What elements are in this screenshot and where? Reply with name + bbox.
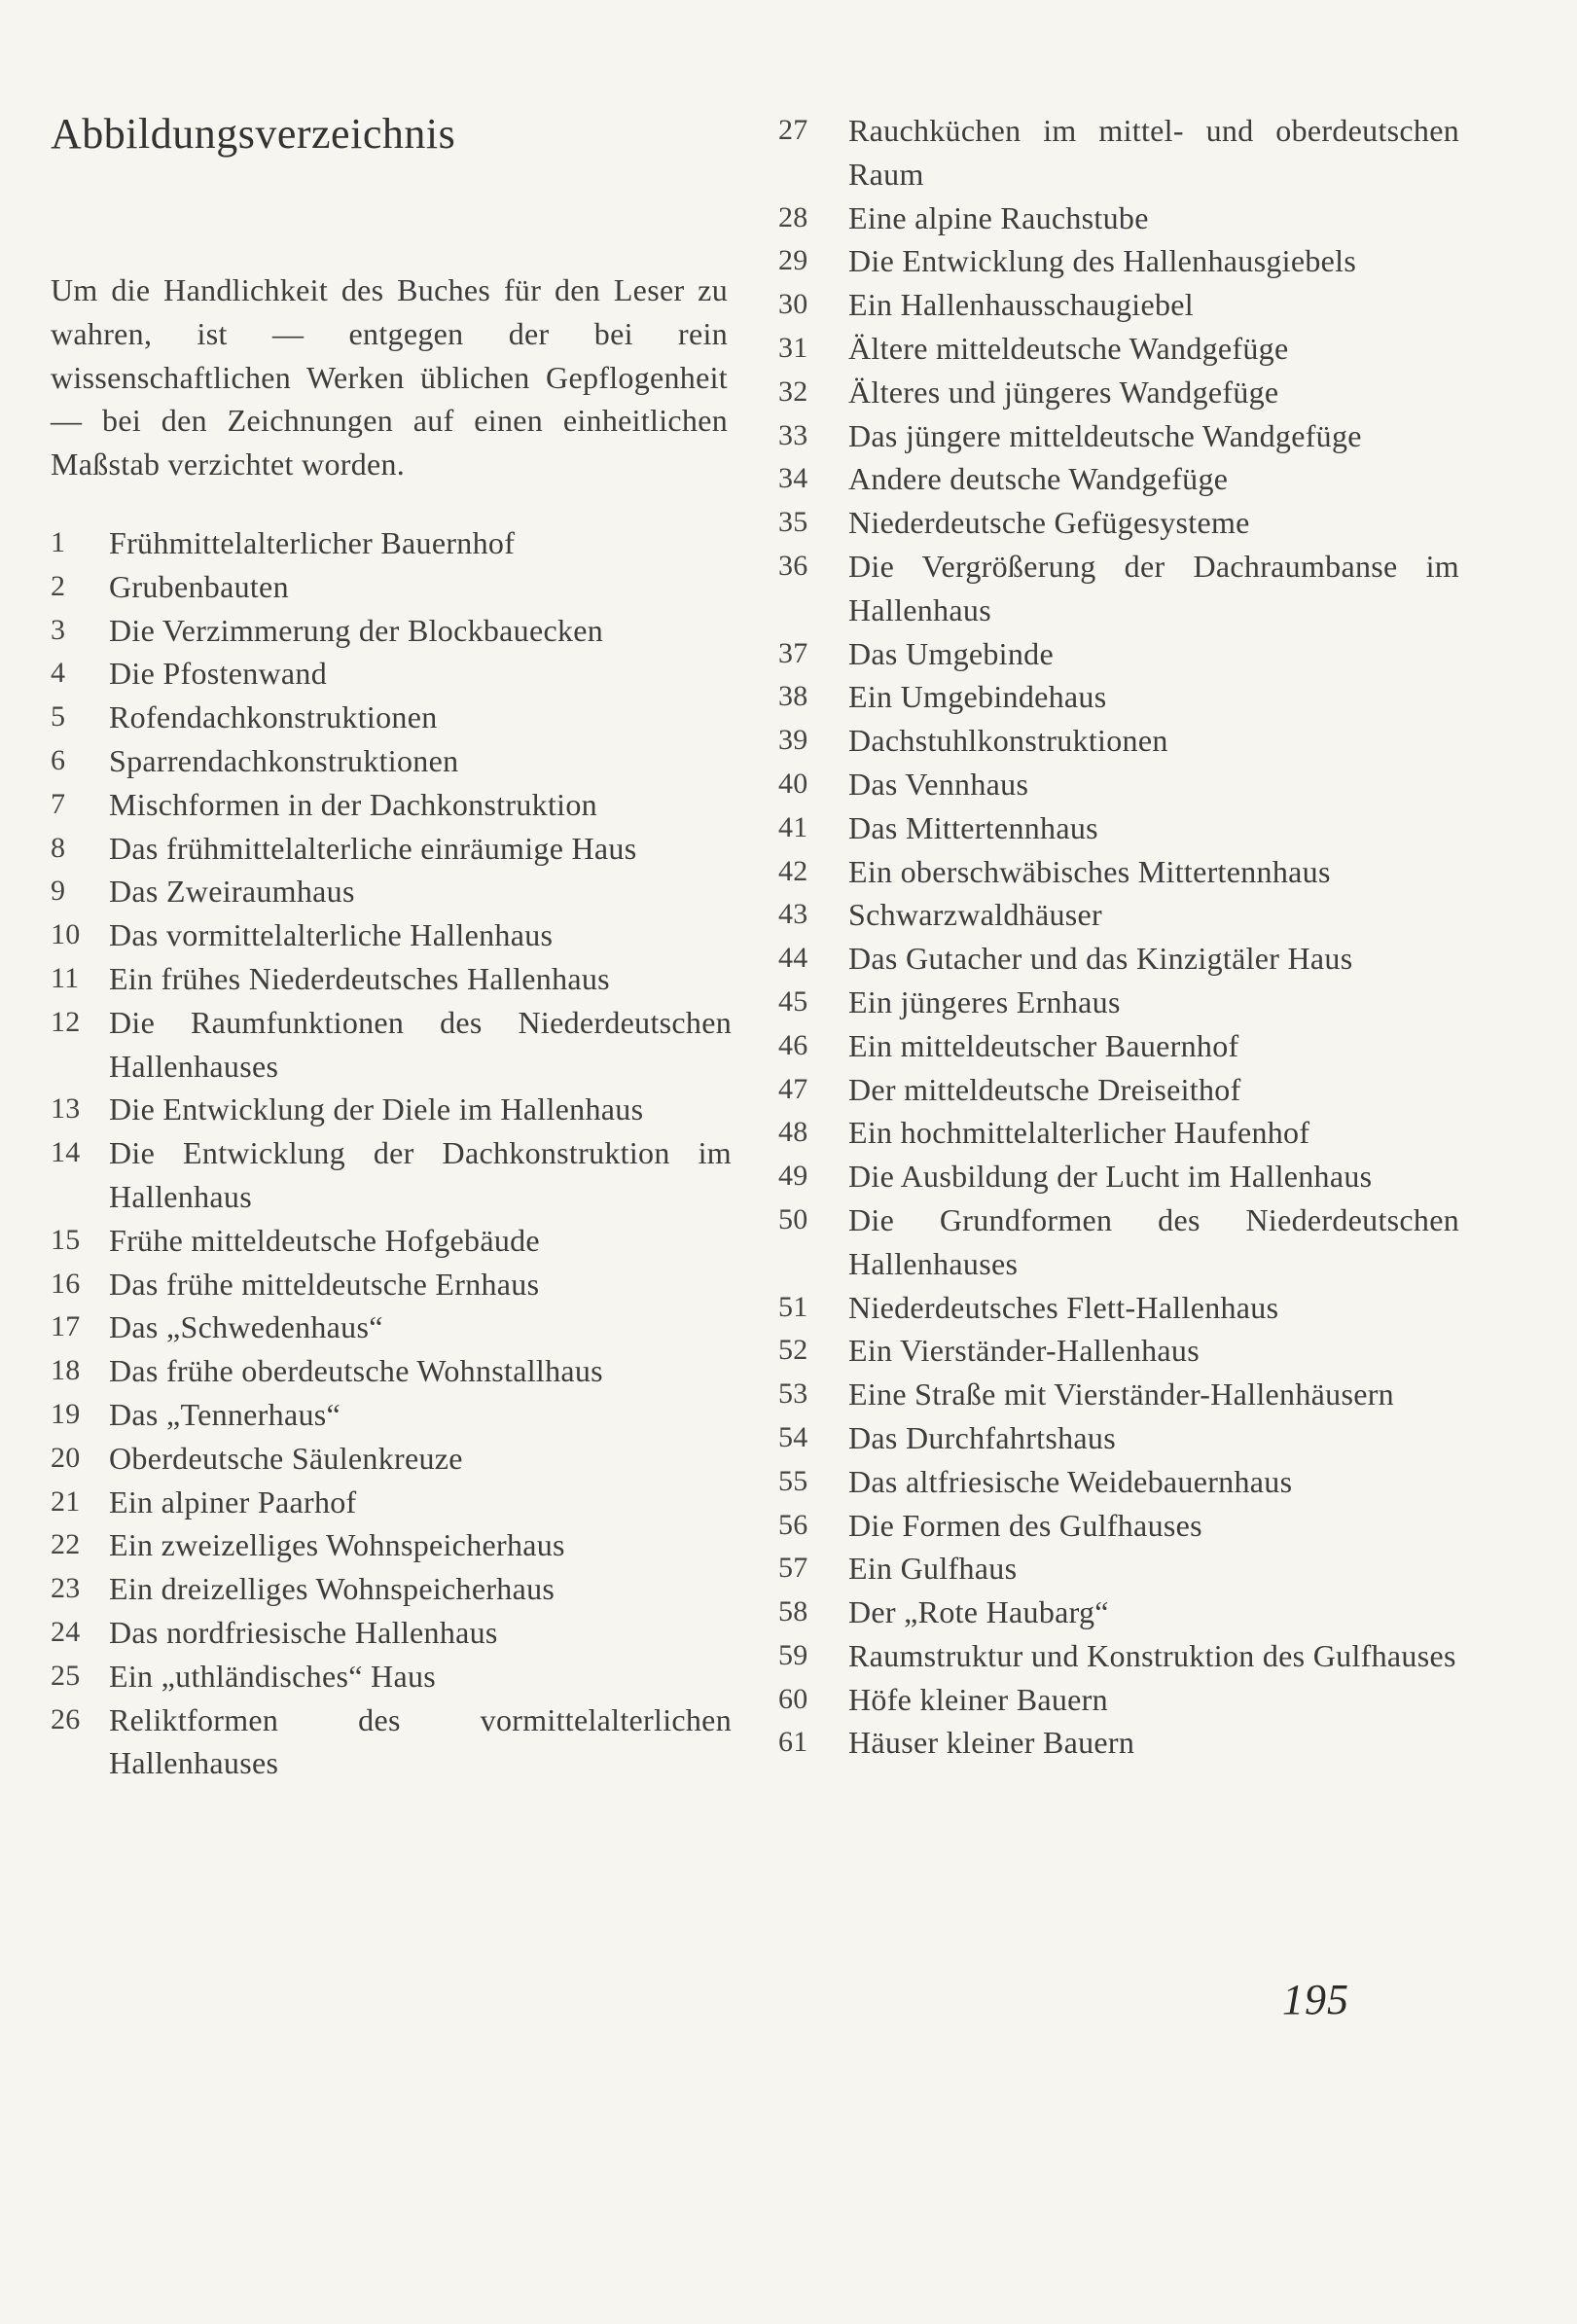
figure-entry	[51, 696, 732, 739]
figure-entry	[51, 609, 732, 653]
figure-number: 31	[778, 331, 808, 364]
figure-caption: Das „Tennerhaus“	[109, 1396, 341, 1432]
figure-number: 34	[778, 462, 808, 495]
figure-number: 3	[51, 613, 66, 646]
figure-caption: Das altfriesische Weidebauernhaus	[848, 1463, 1293, 1499]
figure-entry	[778, 1678, 1459, 1722]
figure-caption: Ein Umgebindehaus	[848, 679, 1107, 715]
figure-entry	[778, 1547, 1459, 1591]
figure-caption: Das frühmittelalterliche einräumige Haus	[109, 830, 637, 866]
figure-entry	[778, 1155, 1459, 1198]
figure-caption: Älteres und jüngeres Wandgefüge	[848, 374, 1279, 410]
figure-caption: Häuser kleiner Bauern	[848, 1725, 1135, 1761]
figure-caption: Das nordfriesische Hallenhaus	[109, 1614, 498, 1650]
figure-number: 9	[51, 875, 66, 908]
figure-entry	[778, 893, 1459, 937]
figure-number: 29	[778, 244, 808, 277]
figure-number: 39	[778, 724, 808, 757]
left-column	[51, 105, 732, 1785]
figure-caption: Die Raumfunktionen des Niederdeutschen Hallenhauses	[109, 1004, 732, 1084]
figure-list-right	[778, 109, 1459, 1765]
figure-entry	[51, 1437, 732, 1481]
figure-caption: Die Entwicklung der Dachkonstruktion im Hallenhaus	[109, 1135, 732, 1214]
figure-number: 57	[778, 1552, 808, 1585]
figure-caption: Ein mitteldeutscher Bauernhof	[848, 1027, 1239, 1063]
figure-caption: Oberdeutsche Säulenkreuze	[109, 1440, 463, 1476]
figure-caption: Das „Schwedenhaus“	[109, 1309, 383, 1345]
figure-number: 28	[778, 200, 808, 233]
figure-number: 15	[51, 1223, 81, 1256]
figure-number: 60	[778, 1682, 808, 1715]
figure-caption: Dachstuhlkonstruktionen	[848, 723, 1168, 759]
figure-entry	[778, 239, 1459, 283]
figure-caption: Schwarzwaldhäuser	[848, 897, 1102, 933]
figure-caption: Das vormittelalterliche Hallenhaus	[109, 917, 554, 953]
figure-entry	[51, 1219, 732, 1263]
figure-number: 46	[778, 1028, 808, 1061]
figure-entry	[51, 1698, 732, 1786]
figure-caption: Die Ausbildung der Lucht im Hallenhaus	[848, 1159, 1373, 1195]
figure-entry	[51, 1131, 732, 1219]
figure-number: 49	[778, 1160, 808, 1193]
figure-number: 30	[778, 288, 808, 321]
figure-number: 48	[778, 1116, 808, 1149]
figure-number: 25	[51, 1659, 81, 1692]
figure-caption: Frühmittelalterlicher Bauernhof	[109, 524, 516, 560]
figure-caption: Das Zweiraumhaus	[109, 874, 355, 910]
figure-caption: Grubenbauten	[109, 568, 289, 604]
figure-number: 52	[778, 1334, 808, 1367]
figure-number: 27	[778, 114, 808, 146]
figure-number: 45	[778, 984, 808, 1018]
figure-entry	[51, 1523, 732, 1567]
figure-caption: Ein alpiner Paarhof	[109, 1484, 357, 1520]
figure-entry	[51, 1088, 732, 1131]
figure-entry	[51, 1481, 732, 1524]
figure-caption: Das Vennhaus	[848, 766, 1029, 802]
figure-entry	[778, 457, 1459, 501]
figure-entry	[51, 1349, 732, 1393]
figure-caption: Das Umgebinde	[848, 635, 1054, 671]
figure-entry	[778, 850, 1459, 894]
figure-caption: Reliktformen des vormittelalterlichen Hallenhauses	[109, 1701, 732, 1781]
figure-entry	[778, 1329, 1459, 1373]
figure-list-left	[51, 521, 732, 1785]
figure-entry	[778, 1024, 1459, 1068]
figure-number: 22	[51, 1528, 81, 1561]
figure-caption: Ältere mitteldeutsche Wandgefüge	[848, 330, 1289, 366]
figure-number: 37	[778, 636, 808, 669]
right-column	[778, 109, 1459, 1765]
figure-entry	[778, 1591, 1459, 1634]
figure-number: 51	[778, 1290, 808, 1323]
figure-entry	[51, 1001, 732, 1089]
figure-caption: Der mitteldeutsche Dreiseithof	[848, 1071, 1241, 1107]
figure-caption: Das Mittertennhaus	[848, 809, 1098, 845]
figure-caption: Das frühe mitteldeutsche Ernhaus	[109, 1266, 540, 1302]
figure-number: 11	[51, 961, 80, 994]
figure-number: 38	[778, 680, 808, 713]
figure-caption: Das Gutacher und das Kinzigtäler Haus	[848, 941, 1353, 977]
figure-number: 17	[51, 1310, 81, 1343]
figure-caption: Ein dreizelliges Wohnspeicherhaus	[109, 1571, 556, 1607]
figure-number: 4	[51, 657, 66, 690]
figure-caption: Die Entwicklung des Hallenhausgiebels	[848, 243, 1357, 279]
figure-number: 47	[778, 1072, 808, 1105]
figure-caption: Niederdeutsches Flett-Hallenhaus	[848, 1289, 1279, 1325]
figure-caption: Frühe mitteldeutsche Hofgebäude	[109, 1222, 540, 1258]
figure-number: 1	[51, 525, 66, 558]
figure-entry	[51, 652, 732, 696]
figure-entry	[51, 1655, 732, 1698]
figure-number: 59	[778, 1638, 808, 1671]
figure-number: 41	[778, 810, 808, 843]
figure-entry	[778, 937, 1459, 981]
figure-caption: Der „Rote Haubarg“	[848, 1594, 1109, 1630]
figure-caption: Ein Vierständer-Hallenhaus	[848, 1333, 1200, 1369]
figure-entry	[778, 109, 1459, 197]
figure-caption: Die Formen des Gulfhauses	[848, 1507, 1202, 1543]
figure-number: 61	[778, 1726, 808, 1759]
figure-entry	[778, 1198, 1459, 1286]
figure-number: 10	[51, 918, 81, 951]
figure-entry	[51, 739, 732, 783]
figure-number: 26	[51, 1702, 81, 1735]
figure-entry	[778, 414, 1459, 458]
figure-caption: Die Grundformen des Niederdeutschen Hallenhauses	[848, 1201, 1459, 1281]
figure-entry	[778, 283, 1459, 327]
figure-entry	[778, 371, 1459, 414]
figure-entry	[51, 913, 732, 957]
figure-caption: Eine Straße mit Vierständer-Hallenhäusern	[848, 1377, 1394, 1412]
figure-entry	[778, 632, 1459, 676]
figure-number: 42	[778, 854, 808, 887]
figure-caption: Die Vergrößerung der Dachraumbanse im Hallenhaus	[848, 548, 1459, 627]
figure-number: 14	[51, 1136, 81, 1169]
figure-caption: Die Entwicklung der Diele im Hallenhaus	[109, 1091, 644, 1127]
figure-number: 35	[778, 506, 808, 539]
figure-entry	[778, 763, 1459, 806]
figure-entry	[778, 675, 1459, 719]
figure-caption: Die Pfostenwand	[109, 656, 328, 692]
figure-entry	[778, 545, 1459, 632]
figure-entry	[778, 1286, 1459, 1330]
figure-entry	[51, 783, 732, 827]
figure-caption: Mischformen in der Dachkonstruktion	[109, 786, 597, 822]
figure-number: 23	[51, 1572, 81, 1605]
figure-entry	[778, 719, 1459, 763]
figure-number: 50	[778, 1202, 808, 1235]
figure-number: 36	[778, 549, 808, 582]
figure-number: 58	[778, 1595, 808, 1628]
figure-entry	[778, 1373, 1459, 1416]
figure-number: 13	[51, 1092, 81, 1126]
figure-entry	[51, 565, 732, 609]
page-number: 195	[1282, 1976, 1349, 2023]
figure-caption: Niederdeutsche Gefügesysteme	[848, 505, 1250, 541]
figure-caption: Ein frühes Niederdeutsches Hallenhaus	[109, 960, 610, 996]
figure-entry	[51, 1305, 732, 1349]
figure-number: 53	[778, 1377, 808, 1411]
figure-caption: Ein oberschwäbisches Mittertennhaus	[848, 853, 1331, 889]
figure-number: 18	[51, 1354, 81, 1387]
figure-number: 56	[778, 1508, 808, 1541]
figure-caption: Raumstruktur und Konstruktion des Gulfhauses	[848, 1637, 1456, 1673]
figure-number: 16	[51, 1267, 81, 1300]
figure-entry	[778, 806, 1459, 850]
figure-entry	[51, 1567, 732, 1611]
figure-number: 12	[51, 1005, 81, 1038]
figure-number: 43	[778, 898, 808, 931]
figure-entry	[778, 1460, 1459, 1504]
figure-entry	[778, 1634, 1459, 1678]
figure-entry	[778, 327, 1459, 371]
figure-caption: Die Verzimmerung der Blockbauecken	[109, 612, 604, 648]
figure-number: 40	[778, 767, 808, 800]
figure-entry	[778, 1504, 1459, 1548]
figure-caption: Das Durchfahrtshaus	[848, 1419, 1116, 1455]
figure-entry	[778, 1068, 1459, 1112]
figure-number: 2	[51, 569, 66, 602]
figure-entry	[51, 827, 732, 871]
figure-caption: Sparrendachkonstruktionen	[109, 742, 459, 778]
figure-number: 54	[778, 1420, 808, 1453]
figure-caption: Ein Hallenhausschaugiebel	[848, 287, 1194, 323]
figure-number: 8	[51, 831, 66, 864]
figure-entry	[51, 957, 732, 1001]
figure-caption: Eine alpine Rauchstube	[848, 199, 1149, 235]
figure-number: 20	[51, 1441, 81, 1474]
figure-caption: Rofendachkonstruktionen	[109, 699, 438, 735]
figure-caption: Rauchküchen im mittel- und oberdeutschen Raum	[848, 113, 1459, 192]
figure-number: 33	[778, 418, 808, 451]
figure-caption: Höfe kleiner Bauern	[848, 1681, 1108, 1717]
figure-entry	[51, 1263, 732, 1306]
figure-number: 7	[51, 787, 66, 820]
figure-entry	[778, 1416, 1459, 1460]
page-title: Abbildungsverzeichnis	[51, 110, 456, 158]
figure-number: 5	[51, 700, 66, 733]
figure-entry	[778, 981, 1459, 1024]
figure-number: 6	[51, 743, 66, 776]
figure-caption: Ein jüngeres Ernhaus	[848, 983, 1121, 1019]
figure-entry	[778, 197, 1459, 240]
figure-entry	[778, 1111, 1459, 1155]
figure-number: 55	[778, 1464, 808, 1497]
intro-paragraph: Um die Handlichkeit des Buches für den Leser zu wahren, ist — entgegen der bei rein wissenschaftlichen Werken üblichen Gepflogenheit — bei den Zeichnungen auf einen einheitlichen Maßstab verzichtet worden.	[51, 272, 728, 483]
figure-entry	[778, 501, 1459, 545]
figure-number: 44	[778, 942, 808, 975]
figure-entry	[51, 1393, 732, 1437]
figure-number: 19	[51, 1397, 81, 1430]
figure-entry	[51, 870, 732, 913]
figure-number: 24	[51, 1615, 81, 1648]
figure-caption: Ein „uthländisches“ Haus	[109, 1658, 436, 1694]
figure-caption: Andere deutsche Wandgefüge	[848, 461, 1229, 497]
figure-entry	[51, 1611, 732, 1655]
figure-caption: Das frühe oberdeutsche Wohnstallhaus	[109, 1353, 603, 1389]
figure-number: 21	[51, 1484, 81, 1518]
figure-number: 32	[778, 375, 808, 408]
figure-caption: Das jüngere mitteldeutsche Wandgefüge	[848, 417, 1362, 453]
figure-caption: Ein zweizelliges Wohnspeicherhaus	[109, 1527, 565, 1563]
figure-caption: Ein hochmittelalterlicher Haufenhof	[848, 1115, 1310, 1151]
figure-entry	[51, 521, 732, 565]
figure-caption: Ein Gulfhaus	[848, 1551, 1018, 1587]
figure-entry	[778, 1721, 1459, 1765]
